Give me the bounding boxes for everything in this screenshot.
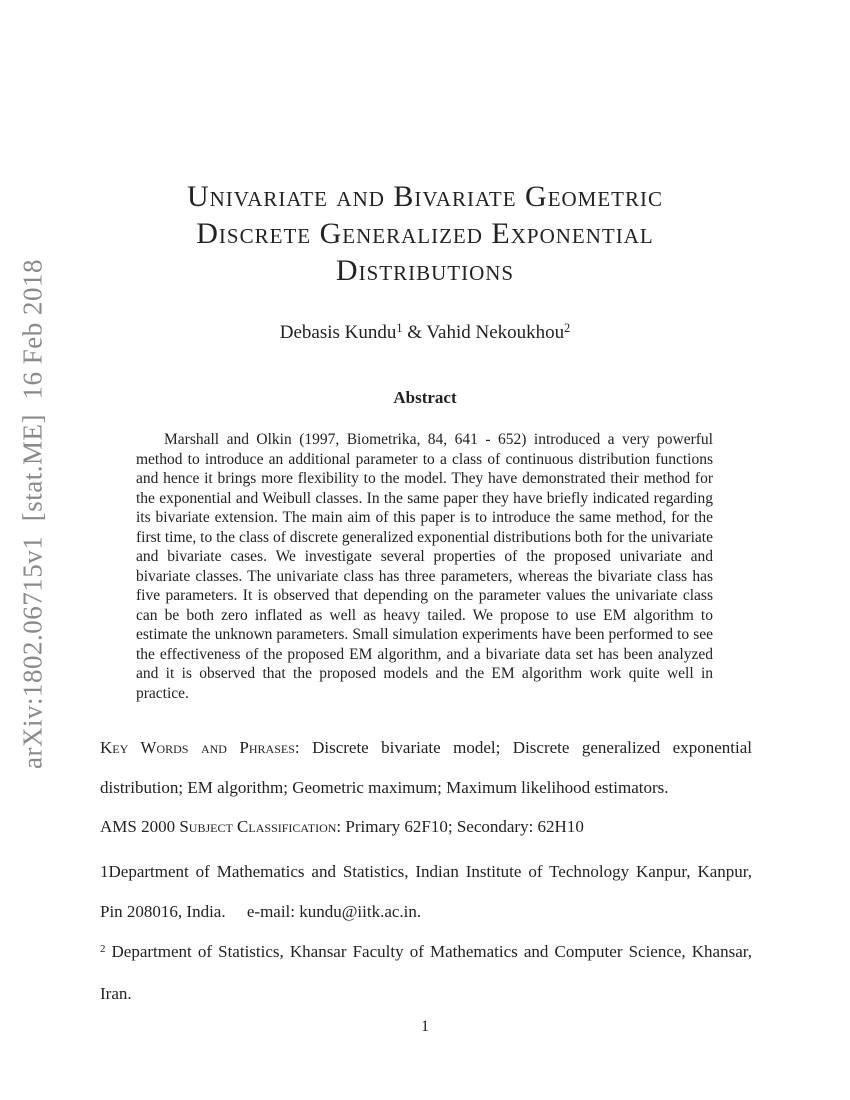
paper-title-line-3: Distributions <box>335 254 515 287</box>
author-separator: & <box>402 322 427 343</box>
paper-title-line-2: Discrete Generalized Exponential <box>196 217 654 250</box>
authors-line <box>0 322 850 344</box>
ams-classification-label: AMS 2000 Subject Classification: <box>100 817 342 836</box>
abstract-text: Marshall and Olkin (1997, Biometrika, 84, 641 - 652) introduced a very powerful method to introduce an additional parameter to a class of continuous distribution functions and hence it brings more flexibility to the model. They have demonstrated their method for the exponential and Weibull classes. In the same paper they have briefly indicated regarding its bivariate extension. The main aim of this paper is to introduce the same method, for the first time, to the class of discrete generalized exponential distributions both for the univariate and bivariate cases. We investigate several properties of the proposed univariate and bivariate classes. The univariate class has three parameters, whereas the bivariate class has five parameters. It is observed that depending on the parameter values the univariate class can be both zero inflated as well as heavy tailed. We propose to use EM algorithm to estimate the unknown parameters. Small simulation experiments have been performed to see the effectiveness of the proposed EM algorithm, and a bivariate data set has been analyzed and it is observed that the proposed models and the EM algorithm work quite well in practice. <box>136 431 713 702</box>
affiliation-2-marker: 2 <box>100 942 106 955</box>
author-1-footnote-marker: 1 <box>396 320 403 335</box>
author-2-name: Vahid Nekoukhou <box>426 322 565 343</box>
page-number: 1 <box>421 1018 429 1035</box>
paper-title-line-1: Univariate and Bivariate Geometric <box>186 180 664 213</box>
author-1-name: Debasis Kundu <box>279 322 397 343</box>
ams-classification-text: Primary 62F10; Secondary: 62H10 <box>341 817 584 836</box>
affiliation-1-marker: 1 <box>100 862 109 881</box>
affiliation-1 <box>100 852 752 932</box>
author-2-footnote-marker: 2 <box>564 320 571 335</box>
keywords-line <box>100 728 752 808</box>
affiliation-1-text: Department of Mathematics and Statistics, Indian Institute of Technology Kanpur, Kanpur, Pin 208016, India. e-mail: kundu@iitk.ac.in. <box>100 862 752 921</box>
keywords-label: Key Words and Phrases: <box>100 738 300 757</box>
paper-title <box>0 178 850 289</box>
affiliation-2 <box>100 932 752 1014</box>
keywords-text: Discrete bivariate model; Discrete generalized exponential distribution; EM algorithm; Geometric maximum; Maximum likelihood estimators. <box>100 738 752 797</box>
arxiv-watermark: arXiv:1802.06715v1 [stat.ME] 16 Feb 2018 <box>17 259 48 769</box>
ams-classification-line <box>100 807 752 847</box>
abstract-heading: Abstract <box>393 388 457 407</box>
affiliation-2-text: Department of Statistics, Khansar Faculty of Mathematics and Computer Science, Khansar, Iran. <box>100 942 752 1003</box>
